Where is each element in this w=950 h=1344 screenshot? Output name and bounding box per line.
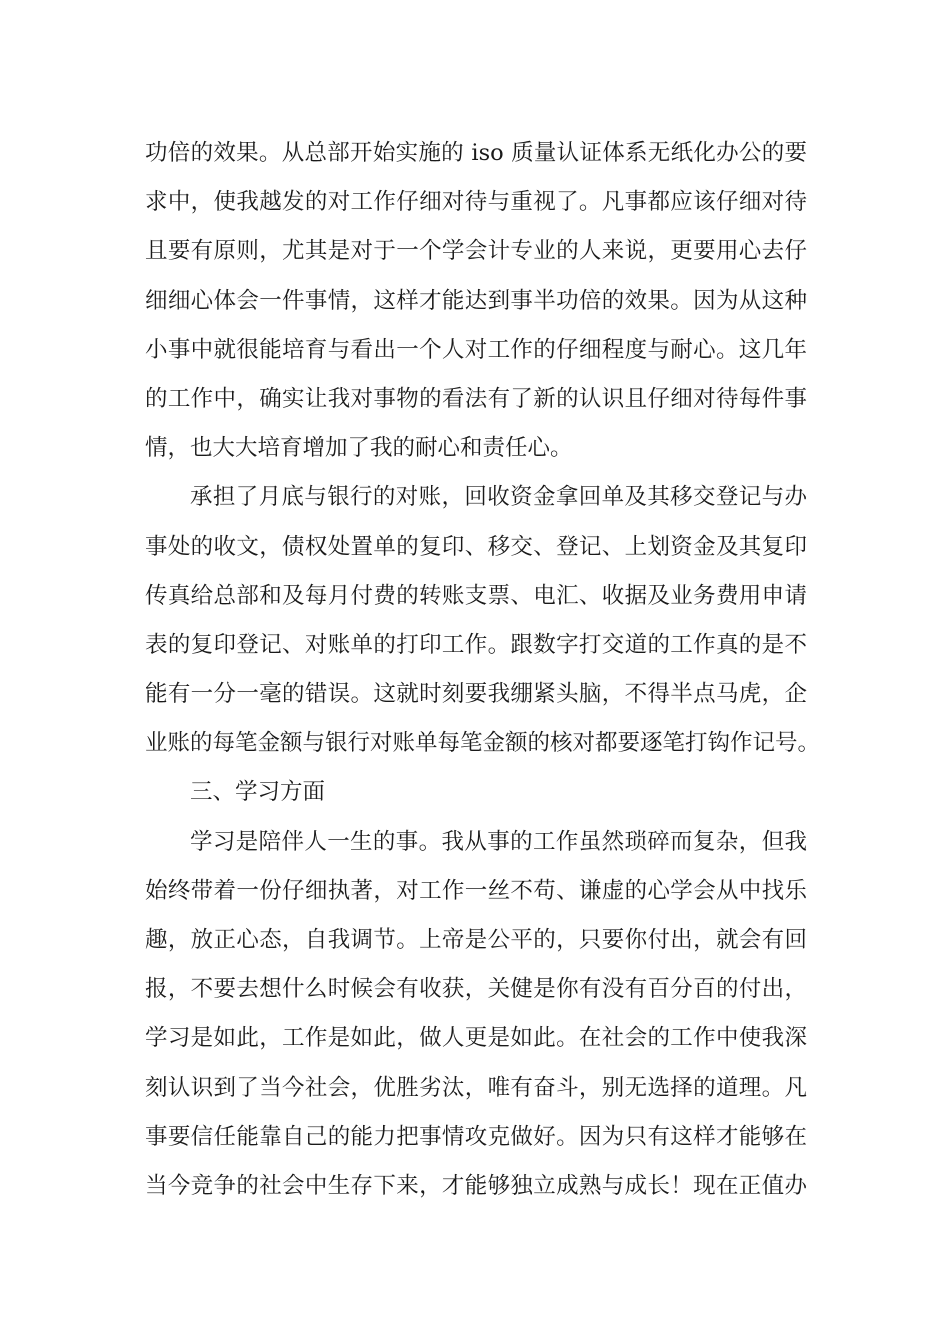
text-line: 始终带着一份仔细执著，对工作一丝不苟、谦虚的心学会从中找乐 [145,877,807,904]
text-line: 细细心体会一件事情，这样才能达到事半功倍的效果。因为从这种 [145,287,807,314]
text-line: 事要信任能靠自己的能力把事情攻克做好。因为只有这样才能够在 [145,1123,807,1150]
text-line: 表的复印登记、对账单的打印工作。跟数字打交道的工作真的是不 [145,631,807,658]
paragraph-first-line: 承担了月底与银行的对账，回收资金拿回单及其移交登记与办 [190,484,807,511]
text-line: 报，不要去想什么时候会有收获，关健是你有没有百分百的付出， [145,976,807,1003]
text-line: 情，也大大培育增加了我的耐心和责任心。 [145,435,573,462]
body-text [145,132,821,1214]
text-line: 业账的每笔金额与银行对账单每笔金额的核对都要逐笔打钩作记号。 [145,730,821,757]
text-line: 能有一分一毫的错误。这就时刻要我绷紧头脑，不得半点马虎，企 [145,681,807,708]
paragraph-first-line: 学习是陪伴人一生的事。我从事的工作虽然琐碎而复杂，但我 [190,828,807,855]
text-line: 传真给总部和及每月付费的转账支票、电汇、收据及业务费用申请 [145,582,807,609]
text-line: 且要有原则，尤其是对于一个学会计专业的人来说，更要用心去仔 [145,238,807,265]
text-line: 学习是如此，工作是如此，做人更是如此。在社会的工作中使我深 [145,1025,807,1052]
text-line: 刻认识到了当今社会，优胜劣汰，唯有奋斗，别无选择的道理。凡 [145,1074,807,1101]
text-line: 事处的收文，债权处置单的复印、移交、登记、上划资金及其复印 [145,533,807,560]
text-line: 当今竞争的社会中生存下来，才能够独立成熟与成长！现在正值办 [145,1172,807,1199]
paragraph-first-line: 三、学习方面 [190,779,326,806]
text-line: 趣，放正心态，自我调节。上帝是公平的，只要你付出，就会有回 [145,927,807,953]
text-line: 求中，使我越发的对工作仔细对待与重视了。凡事都应该仔细对待 [145,189,807,216]
text-line: 功倍的效果。从总部开始实施的 iso 质量认证体系无纸化办公的要 [145,140,807,166]
text-line: 小事中就很能培育与看出一个人对工作的仔细程度与耐心。这几年 [145,336,807,363]
text-line: 的工作中，确实让我对事物的看法有了新的认识且仔细对待每件事 [145,385,807,412]
